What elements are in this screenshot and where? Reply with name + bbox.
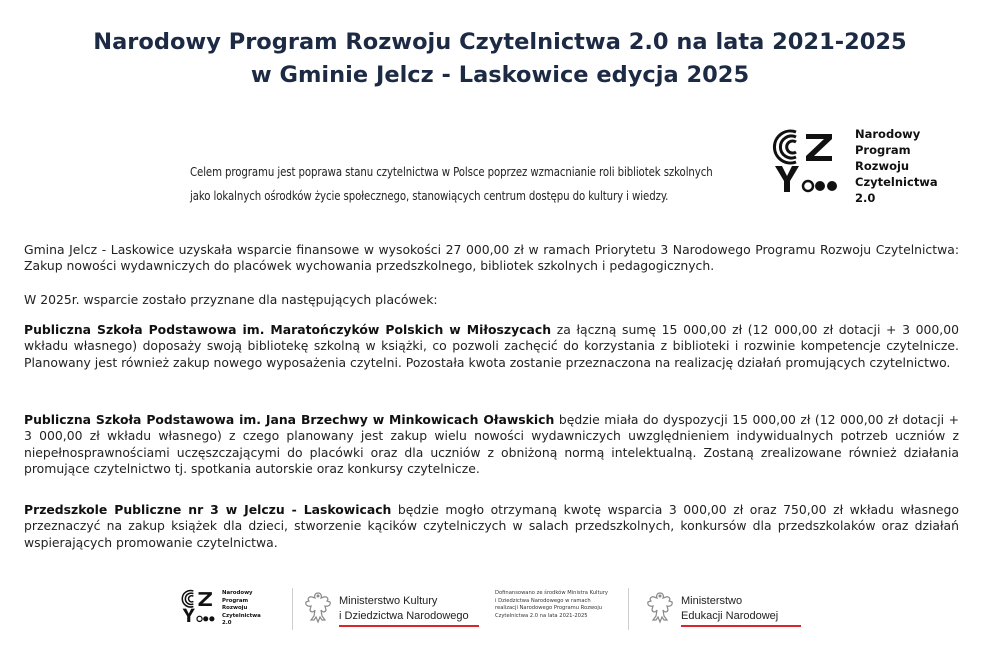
footer-nprcz-line: Narodowy [222,590,253,596]
page-title-line-2: w Gminie Jelcz - Laskowice edycja 2025 [250,62,750,88]
recipients-intro: W 2025r. wsparcie zostało przyznane dla następujących placówek: [24,292,438,307]
footer-logos [0,580,1000,640]
page-title [0,26,1000,92]
men-name-line: Ministerstwo [681,595,743,607]
preschool-paragraph [24,502,959,551]
footer-nprcz-line: 2.0 [222,620,232,626]
page-title-line-1: Narodowy Program Rozwoju Czytelnictwa 2.0 na lata 2021-2025 [93,29,907,55]
nprcz-logo-name [855,126,938,206]
nprcz-logo-name-line: Rozwoju [855,159,910,173]
footer-nprcz-line: Czytelnictwa [222,612,261,619]
program-goal-text [190,160,714,208]
polish-eagle-icon [303,590,333,626]
program-goal-line-1: Celem programu jest poprawa stanu czytelnictwa w Polsce poprzez wzmacnianie roli bibliotek szkolnych [190,165,713,179]
footer-divider [628,588,629,630]
polish-eagle-icon [645,590,675,626]
nprcz-logo-name-line: Program [855,143,911,157]
school-miloszyce-paragraph [24,322,959,371]
funding-note-line: i Dziedzictwa Narodowego w ramach [495,597,591,604]
funding-paragraph: Gmina Jelcz - Laskowice uzyskała wsparcie finansowe w wysokości 27 000,00 zł w ramach Priorytetu 3 Narodowego Programu Rozwoju Czytelnictwa: Zakup nowości wydawniczych do placówek wychowania przedszkolnego, bibliotek szkolnych i pedagogicznych. [24,242,959,274]
men-name-line: Edukacji Narodowej [681,610,779,622]
school-minkowice-paragraph [24,412,959,477]
preschool-description: będzie mogło otrzymaną kwotę wsparcia 3 000,00 zł oraz 750,00 zł wkładu własnego przeznaczyć na zakup książek dla dzieci, stworzenie kącików czytelniczych w salach przedszkolnych, konkursów dla przedszkolaków oraz działań wspierających promowanie czytelnictwa. [24,502,959,550]
men-red-line [681,625,801,627]
mkidn-name [339,594,469,624]
school-miloszyce-description: za łączną sumę 15 000,00 zł (12 000,00 zł dotacji + 3 000,00 wkładu własnego) doposaży swoją bibliotekę szkolną w książki, co pozwoli zachęcić do korzystania z biblioteki i rozwinie kompetencje czytelnicze. Planowany jest również zakup nowego wyposażenia czytelni. Pozostała kwota zostanie przeznaczona na realizację działań promujących czytelnictwo. [24,322,959,370]
funding-note [495,590,620,620]
footer-nprcz-name [222,590,261,628]
nprcz-logo-icon [770,126,840,196]
footer-nprcz-line: Program [222,597,249,604]
footer-divider [292,588,293,630]
mkidn-name-line: i Dziedzictwa Narodowego [339,610,469,622]
footer-mkidn-logo [303,590,493,630]
funding-note-line: realizacji Narodowego Programu Rozwoju [495,605,603,612]
footer-men-logo [645,590,805,630]
preschool-name: Przedszkole Publiczne nr 3 w Jelczu - Laskowicach [24,502,392,517]
nprcz-logo-name-line: 2.0 [855,191,876,205]
school-minkowice-name: Publiczna Szkoła Podstawowa im. Jana Brzechwy w Minkowicach Oławskich [24,412,555,427]
footer-nprcz-logo [180,588,280,633]
funding-note-line: Dofinansowano ze środków Ministra Kultury [495,590,608,596]
nprcz-logo-name-line: Narodowy [855,127,921,141]
nprcz-logo-name-line: Czytelnictwa [855,175,938,189]
nprcz-logo [770,126,960,206]
school-miloszyce-name: Publiczna Szkoła Podstawowa im. Maratończyków Polskich w Miłoszycach [24,322,552,337]
program-goal-line-2: jako lokalnych ośrodków życie społecznego, stanowiących centrum dostępu do kultury i wiedzy. [190,189,669,203]
men-name [681,594,778,624]
nprcz-logo-icon [180,588,216,624]
school-minkowice-description: będzie miała do dyspozycji 15 000,00 zł (12 000,00 zł dotacji + 3 000,00 zł wkładu własnego) z czego planowany jest zakup wielu nowości wydawniczych uwzględnieniem indywidualnych potrzeb uczniów z niepełnosprawnościami uczęszczającymi do placówki oraz dla uczniów z obniżoną normą intelektualną. Zostaną zrealizowane również działania promujące czytelnictwo tj. spotkania autorskie oraz konkursy czytelnicze. [24,412,959,476]
mkidn-red-line [339,625,479,627]
mkidn-name-line: Ministerstwo Kultury [339,595,438,607]
funding-note-line: Czytelnictwa 2.0 na lata 2021-2025 [495,612,588,619]
footer-nprcz-line: Rozwoju [222,605,248,611]
